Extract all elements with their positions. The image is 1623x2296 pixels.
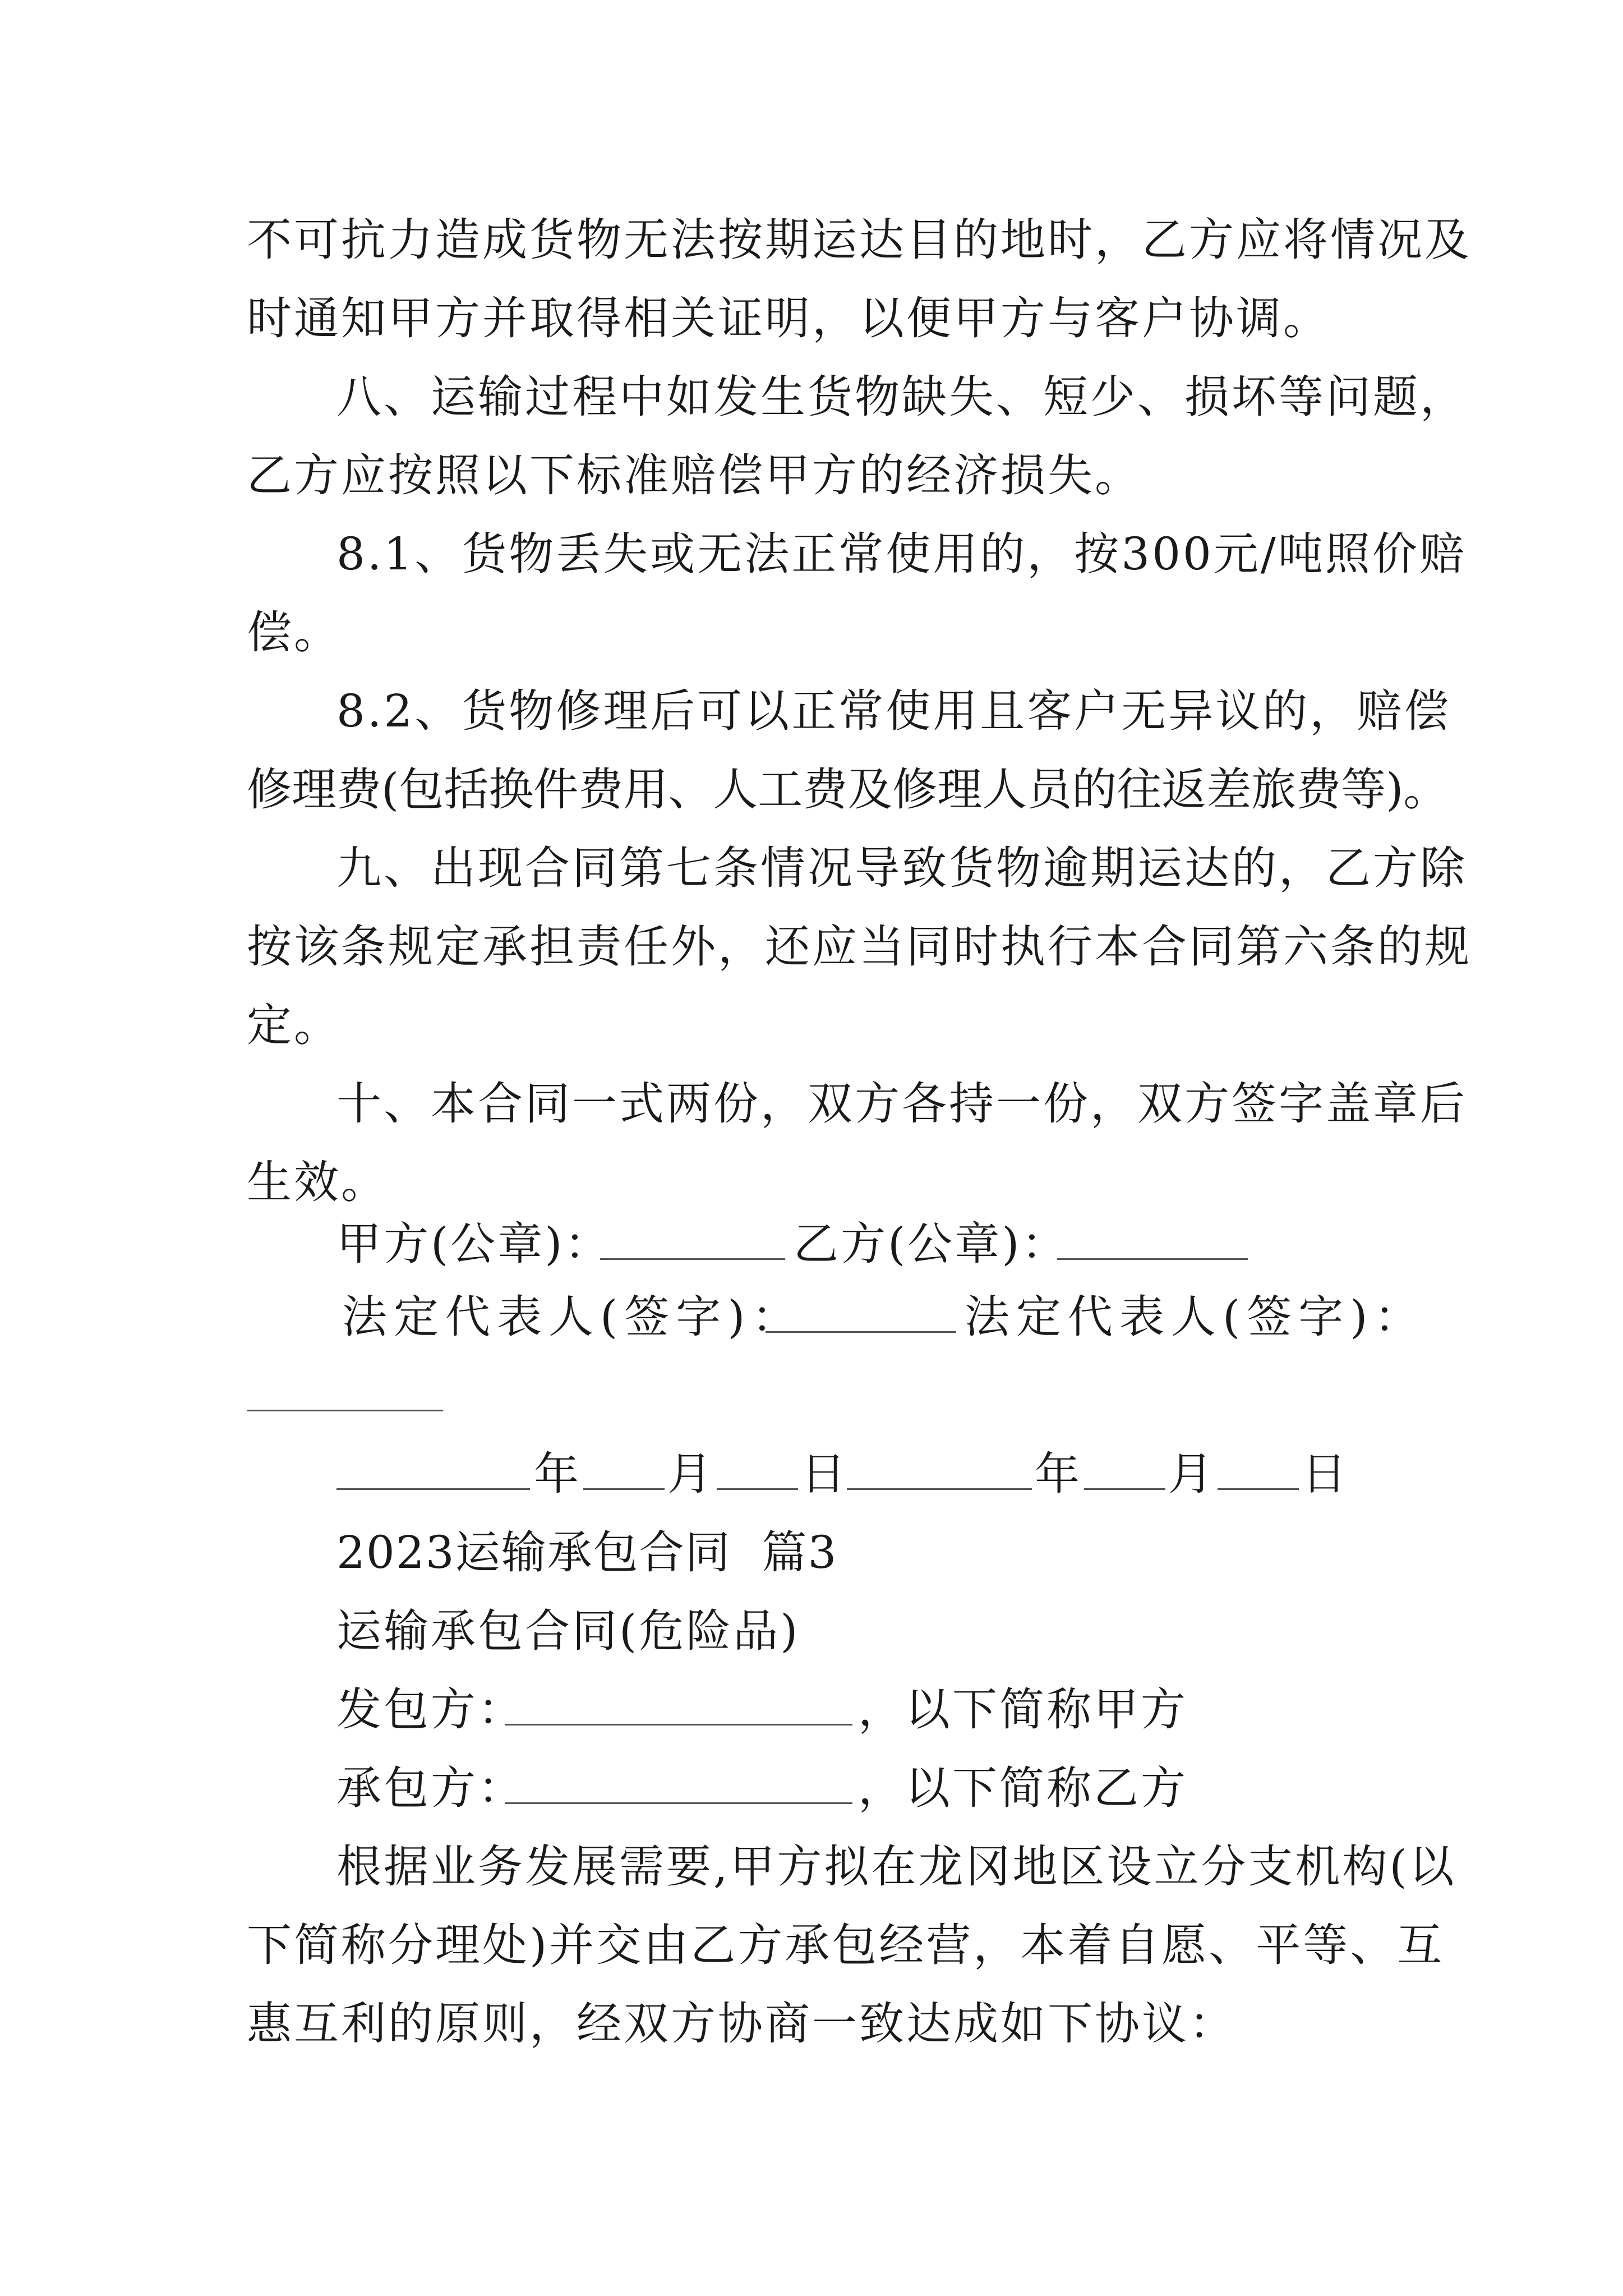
party-b-seal-blank xyxy=(1057,1258,1248,1260)
date-b-year-label: 年 xyxy=(1035,1448,1082,1500)
paragraph-line: 定。 xyxy=(247,999,341,1051)
paragraph-line: 按该条规定承担责任外，还应当同时执行本合同第六条的规 xyxy=(247,921,1472,973)
date-a-year-blank xyxy=(336,1488,530,1490)
date-a-month-label: 月 xyxy=(667,1448,714,1500)
paragraph-line: 不可抗力造成货物无法按期运达目的地时，乙方应将情况及 xyxy=(247,214,1472,266)
intro-line: 根据业务发展需要,甲方拟在龙冈地区设立分支机构(以 xyxy=(336,1841,1456,1893)
section-heading: 2023运输承包合同 篇3 xyxy=(336,1526,838,1579)
party-a-seal-label: 甲方(公章)： xyxy=(336,1218,612,1270)
date-a-day-blank xyxy=(717,1488,798,1490)
date-b-month-blank xyxy=(1084,1488,1165,1490)
employer-label: 发包方： xyxy=(336,1683,525,1736)
date-b-day-blank xyxy=(1218,1488,1299,1490)
paragraph-line: 八、运输过程中如发生货物缺失、短少、损坏等问题， xyxy=(336,371,1467,423)
employer-blank xyxy=(505,1724,852,1726)
paragraph-line: 乙方应按照以下标准赔偿甲方的经济损失。 xyxy=(247,449,1142,501)
contractor-blank xyxy=(505,1802,852,1804)
paragraph-line: 十、本合同一式两份，双方各持一份，双方签字盖章后 xyxy=(336,1078,1467,1130)
date-a-month-blank xyxy=(583,1488,665,1490)
date-b-year-blank xyxy=(847,1488,1032,1490)
rep-a-label: 法定代表人(签字)： xyxy=(342,1291,804,1343)
contract-title: 运输承包合同(危险品) xyxy=(336,1605,800,1657)
contractor-label: 承包方： xyxy=(336,1762,525,1814)
paragraph-line: 生效。 xyxy=(247,1156,388,1208)
rep-b-label: 法定代表人(签字)： xyxy=(965,1291,1426,1343)
party-b-seal-label: 乙方(公章)： xyxy=(794,1218,1069,1270)
paragraph-line: 时通知甲方并取得相关证明，以便甲方与客户协调。 xyxy=(247,292,1330,344)
paragraph-line: 九、出现合同第七条情况导致货物逾期运达的，乙方除 xyxy=(336,842,1467,894)
contractor-suffix: ，以下简称乙方 xyxy=(858,1762,1188,1814)
party-a-seal-blank xyxy=(600,1258,785,1260)
employer-suffix: ，以下简称甲方 xyxy=(858,1683,1188,1736)
date-b-day-label: 日 xyxy=(1302,1448,1349,1500)
paragraph-line: 8.2、货物修理后可以正常使用且客户无异议的，赔偿 xyxy=(336,685,1451,737)
intro-line: 下简称分理处)并交由乙方承包经营，本着自愿、平等、互 xyxy=(247,1919,1445,1971)
rep-a-blank xyxy=(766,1331,956,1333)
paragraph-line: 偿。 xyxy=(247,606,341,659)
date-a-year-label: 年 xyxy=(534,1448,581,1500)
paragraph-line: 修理费(包括换件费用、人工费及修理人员的往返差旅费等)。 xyxy=(247,763,1449,816)
paragraph-line: 8.1、货物丢失或无法正常使用的，按300元/吨照价赔 xyxy=(336,528,1467,580)
date-b-month-label: 月 xyxy=(1168,1448,1215,1500)
intro-line: 惠互利的原则，经双方协商一致达成如下协议： xyxy=(247,1998,1236,2050)
date-a-day-label: 日 xyxy=(801,1448,848,1500)
rep-b-blank xyxy=(247,1410,443,1411)
